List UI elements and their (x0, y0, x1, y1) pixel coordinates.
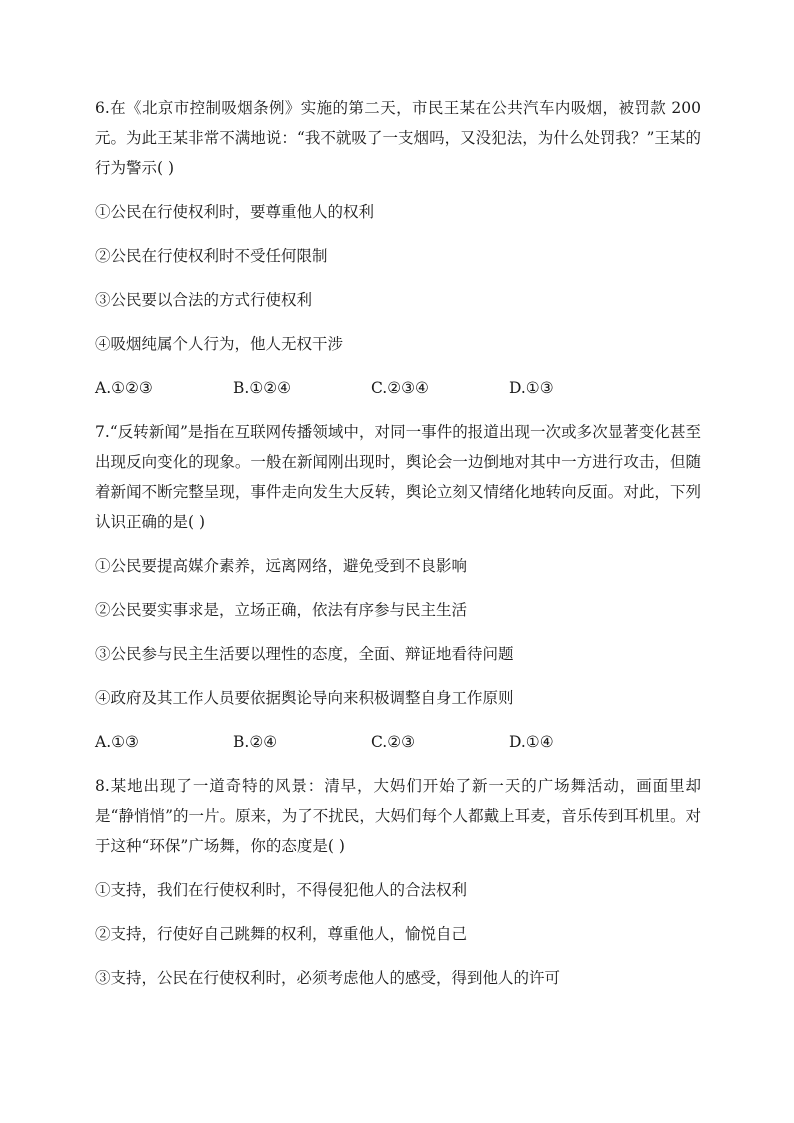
option-4: ④政府及其工作人员要依据舆论导向来积极调整自身工作原则 (95, 689, 514, 707)
option-2: ②公民要实事求是，立场正确，依法有序参与民主生活 (95, 601, 468, 619)
document-page (95, 93, 701, 1007)
option-2: ②公民在行使权利时不受任何限制 (95, 247, 328, 265)
question-stem: 6.在《北京市控制吸烟条例》实施的第二天，市民王某在公共汽车内吸烟，被罚款 200元。为此王某非常不满地说：“我不就吸了一支烟吗，又没犯法，为什么处罚我？”王某的行为警示( ) (95, 99, 701, 177)
choice-d: D.①④ (509, 733, 554, 751)
option-3: ③公民要以合法的方式行使权利 (95, 291, 313, 309)
question-stem: 7.“反转新闻”是指在互联网传播领域中，对同一事件的报道出现一次或多次显著变化甚至出现反向变化的现象。一般在新闻刚出现时，舆论会一边倒地对其中一方进行攻击，但随着新闻不断完整呈现，事件走向发生大反转，舆论立刻又情绪化地转向反面。对此，下列认识正确的是( ) (95, 423, 701, 531)
choice-a: A.①②③ (95, 379, 153, 397)
question-7 (95, 417, 701, 757)
choice-a: A.①③ (95, 733, 139, 751)
option-1: ①支持，我们在行使权利时，不得侵犯他人的合法权利 (95, 881, 468, 899)
option-4: ④吸烟纯属个人行为，他人无权干涉 (95, 335, 344, 353)
choice-b: B.②④ (233, 733, 278, 751)
choice-c: C.②③④ (371, 379, 429, 397)
answer-choices (95, 727, 701, 757)
option-1: ①公民在行使权利时，要尊重他人的权利 (95, 203, 375, 221)
option-3: ③公民参与民主生活要以理性的态度，全面、辩证地看待问题 (95, 645, 514, 663)
question-8 (95, 771, 701, 993)
choice-d: D.①③ (509, 379, 554, 397)
option-3: ③支持，公民在行使权利时，必须考虑他人的感受，得到他人的许可 (95, 969, 561, 987)
choice-c: C.②③ (371, 733, 416, 751)
option-2: ②支持，行使好自己跳舞的权利，尊重他人，愉悦自己 (95, 925, 468, 943)
choice-b: B.①②④ (233, 379, 292, 397)
option-1: ①公民要提高媒介素养，远离网络，避免受到不良影响 (95, 557, 468, 575)
question-6 (95, 93, 701, 403)
question-stem: 8.某地出现了一道奇特的风景：清早，大妈们开始了新一天的广场舞活动，画面里却是“静悄悄”的一片。原来，为了不扰民，大妈们每个人都戴上耳麦，音乐传到耳机里。对于这种“环保”广场舞，你的态度是( ) (95, 777, 701, 855)
answer-choices (95, 373, 701, 403)
